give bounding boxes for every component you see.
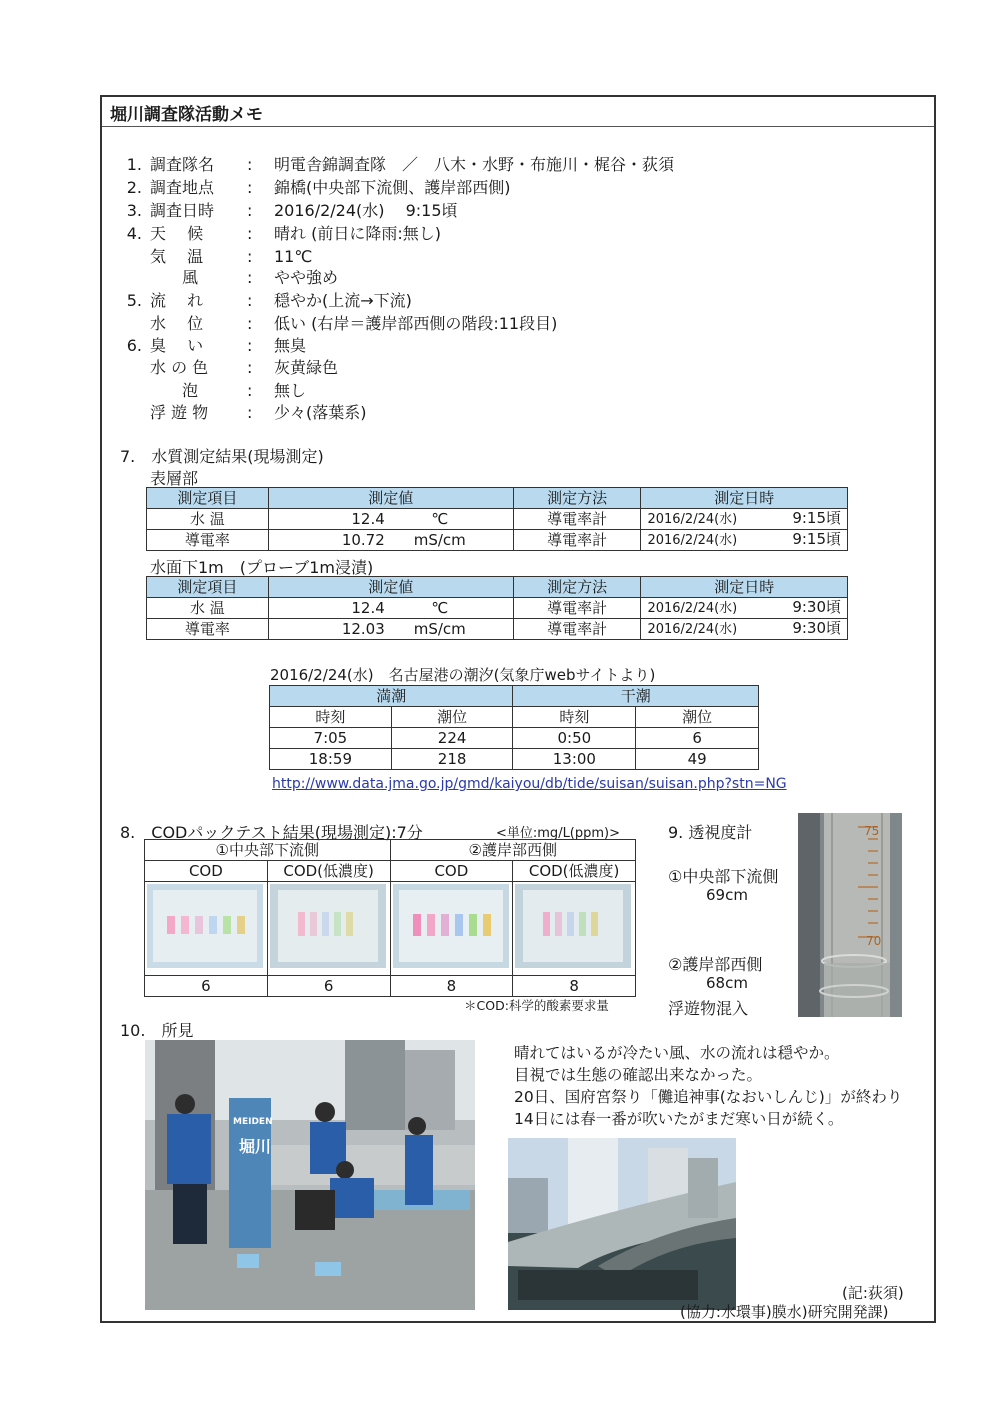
cod-value: 8	[390, 976, 513, 997]
cod-heading: 8. CODパックテスト結果(現場測定):7分	[120, 823, 423, 842]
test-kit-photo	[515, 884, 631, 968]
table-row: 水 温 12.4 ℃ 導電率計 2016/2/24(水) 9:15頃	[147, 509, 848, 530]
item-value: 2016/2/24(水) 9:15頃	[274, 201, 458, 220]
team-photo	[145, 1040, 475, 1310]
transparency-site1: ①中央部下流側	[668, 867, 779, 886]
surface-table	[146, 487, 848, 551]
item-colon: :	[247, 224, 253, 243]
cod-site1-header: ①中央部下流側	[145, 840, 391, 861]
item-colon: :	[247, 314, 253, 333]
item-label: 泡	[150, 381, 199, 400]
table-row: 水 温 12.4 ℃ 導電率計 2016/2/24(水) 9:30頃	[147, 598, 848, 619]
tide-table: 満潮 干潮 時刻 潮位 時刻 潮位 7:05 224 0:50 6 18:59 218 13:00 49	[269, 685, 759, 770]
team-photo-image	[145, 1040, 475, 1310]
item-colon: :	[247, 247, 253, 266]
surface-label: 表層部	[150, 469, 199, 488]
tide-low-header: 干潮	[513, 686, 759, 707]
cod-value: 6	[145, 976, 268, 997]
item-colon: :	[247, 381, 253, 400]
tide-title: 2016/2/24(水) 名古屋港の潮汐(気象庁webサイトより)	[270, 666, 656, 684]
table-row: 7:05 224 0:50 6	[270, 728, 759, 749]
cod-value: 6	[267, 976, 390, 997]
header-item: 測定項目	[147, 488, 269, 509]
depth-table	[146, 576, 848, 640]
banner-text: 堀川	[239, 1137, 272, 1156]
item-number: 4.	[126, 224, 142, 243]
item-value: 無臭	[274, 336, 307, 355]
scale-label-bottom: 70	[866, 934, 882, 948]
item-number: 5.	[126, 291, 142, 310]
item-value: 少々(落葉系)	[274, 403, 367, 422]
item-label: 調査地点	[150, 178, 215, 197]
item-colon: :	[247, 291, 253, 310]
item-colon: :	[247, 336, 253, 355]
table-row: 18:59 218 13:00 49	[270, 749, 759, 770]
item-value: 錦橋(中央部下流側、護岸部西側)	[274, 178, 511, 197]
item-colon: :	[247, 178, 253, 197]
findings-heading: 10. 所見	[120, 1021, 194, 1040]
header-method: 測定方法	[513, 577, 641, 598]
transparency-heading: 9. 透視度計	[668, 823, 753, 842]
header-item: 測定項目	[147, 577, 269, 598]
header-value: 測定値	[268, 577, 513, 598]
test-kit-photo	[270, 884, 386, 968]
item-value: 無し	[274, 381, 307, 400]
cod-photo-1	[145, 882, 268, 976]
item-colon: :	[247, 155, 253, 174]
item-value: 灰黄緑色	[274, 358, 339, 377]
item-value: 低い (右岸＝護岸部西側の階段:11段目)	[274, 314, 558, 333]
cod-value: 8	[513, 976, 636, 997]
cod-table: ①中央部下流側 ②護岸部西側 COD COD(低濃度) COD COD(低濃度) 6 6 8 8	[144, 839, 636, 997]
item-value: 11℃	[274, 247, 313, 266]
cod-photo-2	[267, 882, 390, 976]
banner-logo: MEIDEN	[233, 1117, 273, 1127]
item-value: やや強め	[274, 268, 339, 287]
item-value: 明電舎錦調査隊 ／ 八木・水野・布施川・梶谷・荻須	[274, 155, 675, 174]
item-value: 晴れ (前日に降雨:無し)	[274, 224, 441, 243]
item-number: 3.	[126, 201, 142, 220]
table-row: 導電率 12.03 mS/cm 導電率計 2016/2/24(水) 9:30頃	[147, 619, 848, 640]
item-label: 調査日時	[150, 201, 215, 220]
item-colon: :	[247, 201, 253, 220]
transparency-site2: ②護岸部西側	[668, 955, 763, 974]
cod-photo-3	[390, 882, 513, 976]
header-method: 測定方法	[513, 488, 641, 509]
transparency-meter-image	[798, 813, 902, 1017]
transparency-remark: 浮遊物混入	[668, 999, 749, 1018]
water-quality-heading: 7. 水質測定結果(現場測定)	[120, 447, 324, 466]
cod-unit: <単位:mg/L(ppm)>	[496, 826, 621, 841]
item-label: 天 候	[150, 224, 204, 243]
test-kit-photo	[393, 884, 509, 968]
item-colon: :	[247, 403, 253, 422]
header-datetime: 測定日時	[641, 488, 848, 509]
item-colon: :	[247, 358, 253, 377]
header-datetime: 測定日時	[641, 577, 848, 598]
credit: (協力:水環事)膜水)研究開発課)	[680, 1303, 889, 1321]
item-label: 水 位	[150, 314, 204, 333]
tide-high-header: 満潮	[270, 686, 513, 707]
item-label: 臭 い	[150, 336, 204, 355]
page-title: 堀川調査隊活動メモ	[110, 105, 263, 125]
table-row: 導電率 10.72 mS/cm 導電率計 2016/2/24(水) 9:15頃	[147, 530, 848, 551]
item-colon: :	[247, 268, 253, 287]
cod-site2-header: ②護岸部西側	[390, 840, 636, 861]
item-number: 1.	[126, 155, 142, 174]
item-label: 風	[150, 268, 199, 287]
cod-note: ＊COD:科学的酸素要求量	[464, 998, 609, 1013]
findings-text: 晴れてはいるが冷たい風、水の流れは穏やか。 目視では生態の確認出来なかった。 20日、国府宮祭り「儺追神事(なおいしんじ)」が終わり 14日には春一番が吹いたがまだ寒い日が続く。	[514, 1044, 903, 1128]
bridge-photo	[508, 1138, 736, 1310]
item-label: 気 温	[150, 247, 204, 266]
bridge-photo-image	[508, 1138, 736, 1310]
header-value: 測定値	[268, 488, 513, 509]
item-label: 水 の 色	[150, 358, 209, 377]
depth-label: 水面下1m (プローブ1m浸漬)	[150, 558, 374, 577]
transparency-meter-photo	[798, 813, 902, 1017]
test-kit-photo	[147, 884, 263, 968]
item-number: 6.	[126, 336, 142, 355]
item-label: 浮 遊 物	[150, 403, 209, 422]
transparency-value2: 68cm	[706, 974, 748, 992]
item-value: 穏やか(上流→下流)	[274, 291, 412, 310]
transparency-value1: 69cm	[706, 886, 748, 904]
scale-label-top: 75	[864, 824, 880, 838]
recorder: (記:荻須)	[842, 1284, 904, 1302]
item-label: 調査隊名	[150, 155, 215, 174]
item-number: 2.	[126, 178, 142, 197]
tide-source-link[interactable]: http://www.data.jma.go.jp/gmd/kaiyou/db/tide/suisan/suisan.php?stn=NG	[272, 776, 787, 792]
cod-photo-4	[513, 882, 636, 976]
item-label: 流 れ	[150, 291, 204, 310]
